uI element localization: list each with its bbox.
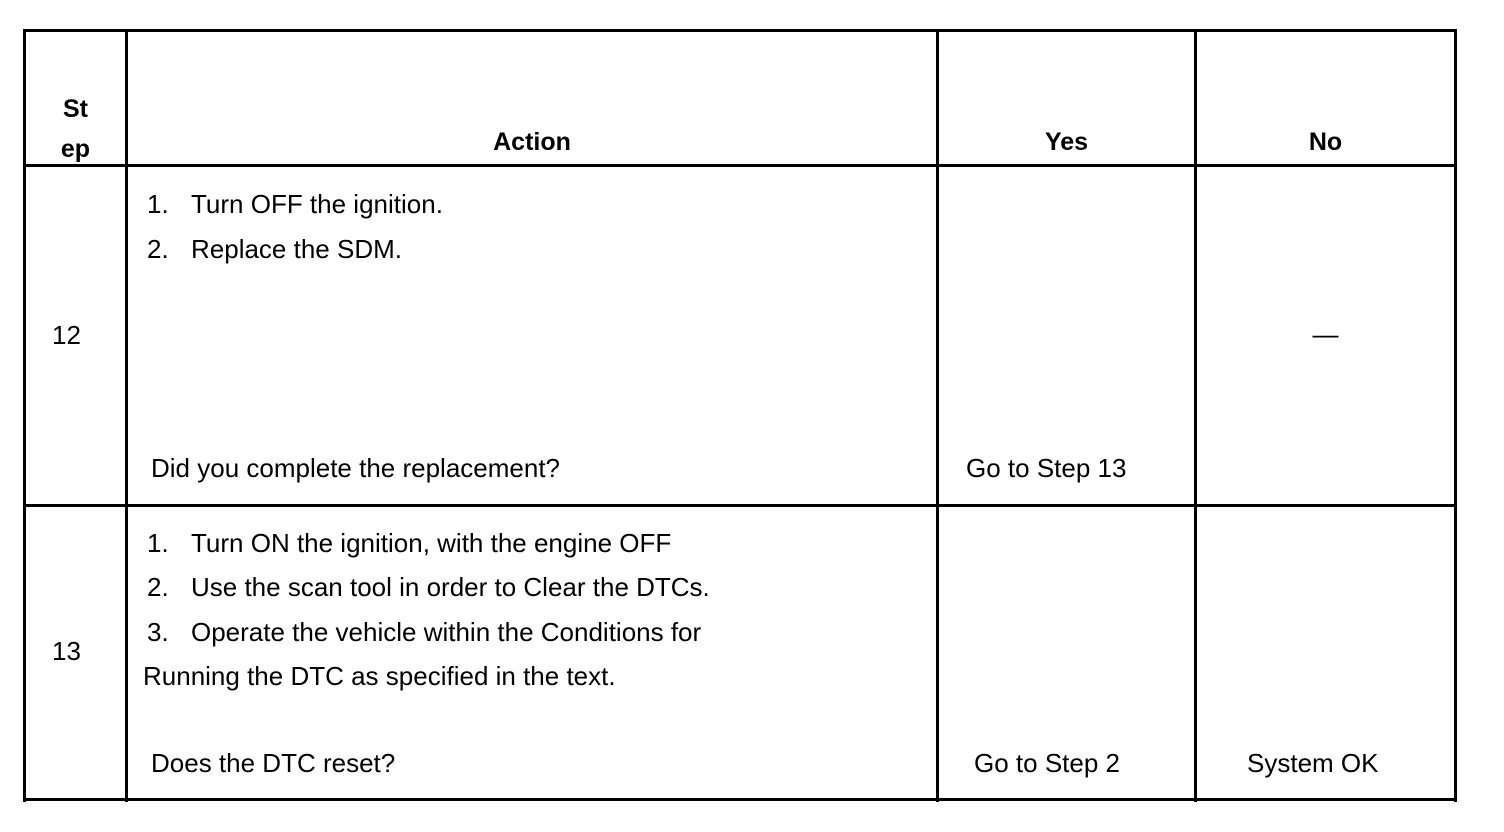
action-item-number: 1. [147,189,169,219]
row-divider [23,504,1457,507]
diagnostic-table [23,29,1457,802]
table-border-right [1454,29,1457,802]
header-step-line2: ep [60,135,91,163]
no-result: System OK [1247,748,1379,778]
action-item-number: 2. [147,234,169,264]
action-item [147,189,443,219]
header-step-line1: St [63,95,88,123]
action-item-number: 2. [147,572,169,602]
action-item-text: Turn ON the ignition, with the engine OFF [191,528,672,558]
action-item [147,528,671,558]
table-border-top [23,29,1457,32]
action-continuation: Running the DTC as specified in the text. [143,661,616,691]
action-question: Did you complete the replacement? [151,453,561,483]
action-item-text: Use the scan tool in order to Clear the DTCs. [191,572,710,602]
action-item-number: 1. [147,528,169,558]
header-step [26,89,125,169]
action-item-text: Turn OFF the ignition. [191,189,443,219]
yes-result: Go to Step 13 [966,453,1127,483]
step-number: 12 [52,320,81,350]
header-no: No [1308,128,1343,156]
action-item [147,234,402,264]
header-action: Action [493,128,571,156]
action-item [147,572,710,602]
action-item [147,617,701,647]
action-question: Does the DTC reset? [151,748,396,778]
action-item-text: Replace the SDM. [191,234,402,264]
yes-result: Go to Step 2 [974,748,1120,778]
table-border-bottom [23,798,1457,801]
action-item-text: Operate the vehicle within the Conditions for [191,617,702,647]
header-divider [23,164,1457,167]
action-item-number: 3. [147,617,169,647]
step-number: 13 [52,636,81,666]
no-result: — [1312,319,1339,349]
header-yes: Yes [1044,128,1089,156]
